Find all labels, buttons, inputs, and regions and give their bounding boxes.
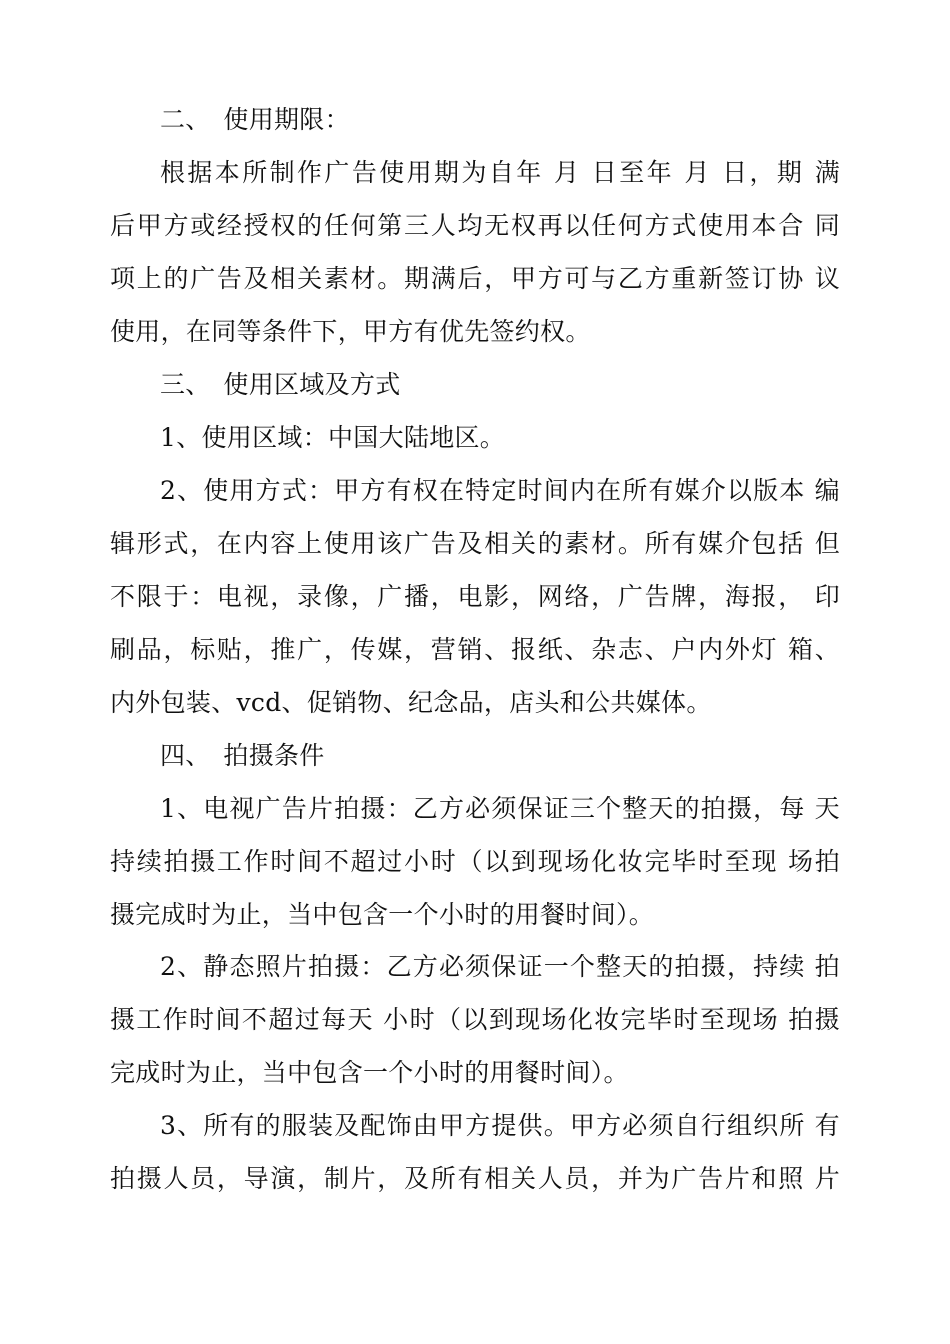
paragraph-line: 2、使用方式：甲方有权在特定时间内在所有媒介以版本 编 (160, 476, 840, 505)
paragraph-line: 内外包装、vcd、促销物、纪念品，店头和公共媒体。 (110, 688, 712, 717)
paragraph-line: 1、使用区域：中国大陆地区。 (160, 423, 506, 452)
paragraph-line: 1、电视广告片拍摄：乙方必须保证三个整天的拍摄，每 天 (160, 794, 840, 823)
paragraph-line: 摄完成时为止，当中包含一个小时的用餐时间）。 (110, 900, 655, 929)
paragraph-line: 完成时为止，当中包含一个小时的用餐时间）。 (110, 1058, 629, 1087)
section-heading-usage-period: 二、 使用期限： (160, 105, 350, 134)
paragraph-line: 后甲方或经授权的任何第三人均无权再以任何方式使用本合 同 (110, 211, 840, 240)
paragraph-line: 刷品，标贴，推广，传媒，营销、报纸、杂志、户内外灯 箱、 (110, 635, 840, 664)
paragraph-line: 辑形式，在内容上使用该广告及相关的素材。所有媒介包括 但 (110, 529, 840, 558)
paragraph-line: 不限于：电视，录像，广播，电影，网络，广告牌，海报， 印 (110, 582, 840, 611)
section-heading-shooting-conditions: 四、 拍摄条件 (160, 741, 325, 770)
paragraph-line: 根据本所制作广告使用期为自年 月 日至年 月 日，期 满 (160, 158, 840, 187)
paragraph-line: 2、静态照片拍摄：乙方必须保证一个整天的拍摄，持续 拍 (160, 952, 840, 981)
paragraph-line: 3、所有的服装及配饰由甲方提供。甲方必须自行组织所 有 (160, 1111, 840, 1140)
paragraph-line: 持续拍摄工作时间不超过小时（以到现场化妆完毕时至现 场拍 (110, 847, 840, 876)
paragraph-line: 拍摄人员，导演，制片，及所有相关人员，并为广告片和照 片 (110, 1164, 840, 1193)
section-heading-usage-region: 三、 使用区域及方式 (160, 370, 401, 399)
paragraph-line: 摄工作时间不超过每天 小时（以到现场化妆完毕时至现场 拍摄 (110, 1005, 840, 1034)
paragraph-line: 项上的广告及相关素材。期满后，甲方可与乙方重新签订协 议 (110, 264, 840, 293)
paragraph-line: 使用，在同等条件下，甲方有优先签约权。 (110, 317, 591, 346)
